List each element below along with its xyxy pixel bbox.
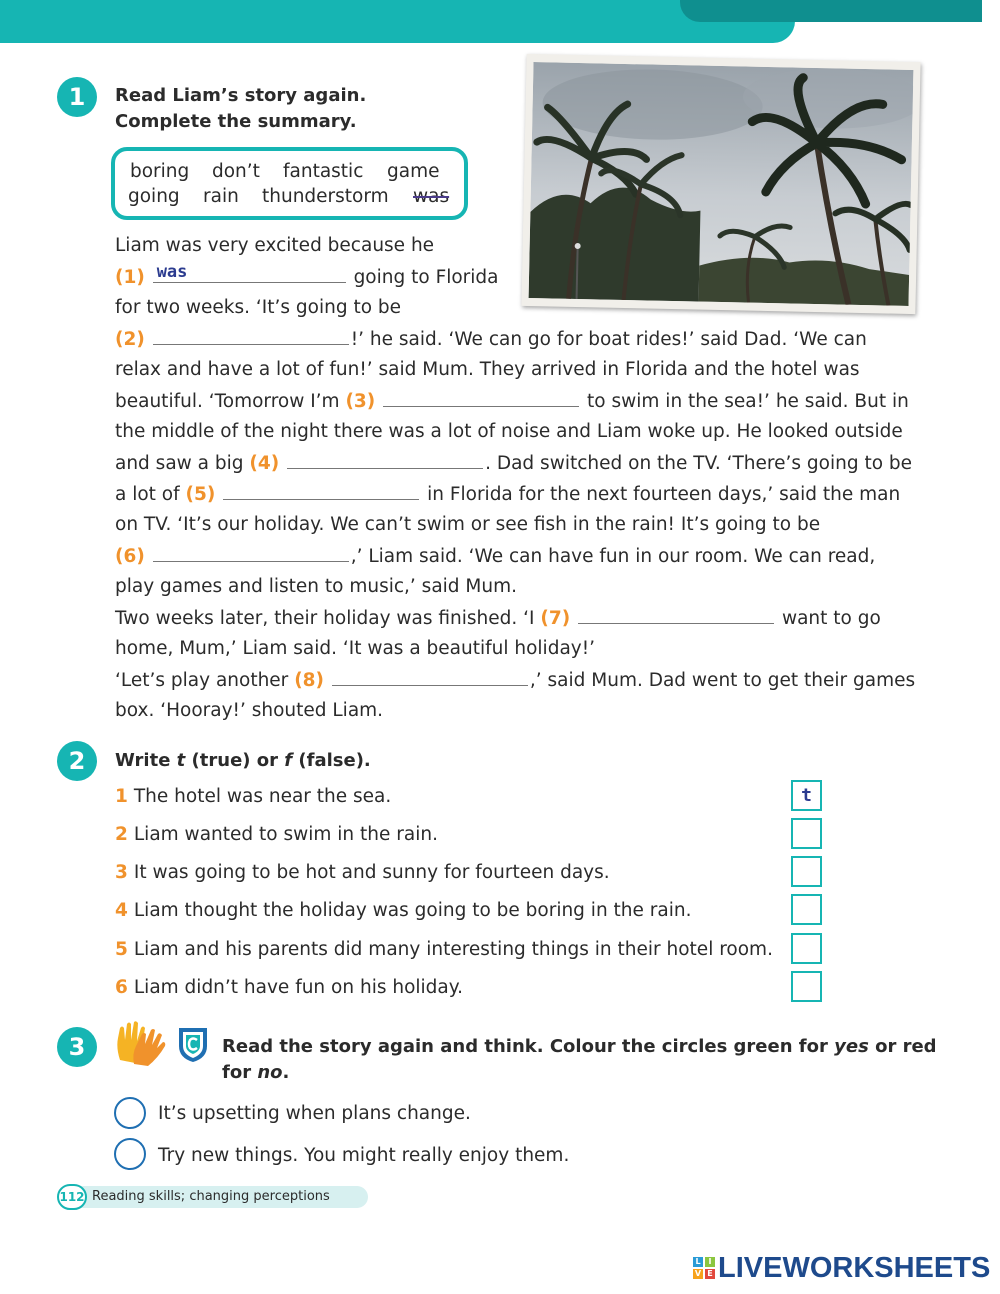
item-number: 2 bbox=[115, 824, 128, 845]
story-line bbox=[115, 606, 881, 631]
story-line bbox=[115, 482, 900, 507]
word-bank-word: thunderstorm bbox=[262, 186, 389, 207]
gap-2-input[interactable] bbox=[153, 327, 349, 345]
story-line bbox=[115, 389, 909, 414]
gap-7-input[interactable] bbox=[578, 606, 774, 624]
heading-text: yes bbox=[834, 1036, 869, 1057]
tf-answer-box-1[interactable]: t bbox=[791, 780, 822, 811]
story-line bbox=[115, 544, 875, 569]
heading-text: for bbox=[222, 1062, 258, 1083]
story-line: home, Mum,’ Liam said. ‘It was a beautiful holiday!’ bbox=[115, 638, 596, 659]
story-text: a lot of bbox=[115, 484, 186, 505]
word-bank-word: game bbox=[387, 161, 440, 182]
exercise-3-heading-line2 bbox=[222, 1059, 289, 1086]
exercise-3-heading-line1 bbox=[222, 1033, 937, 1060]
hands-icon bbox=[112, 1020, 168, 1070]
story-line: on TV. ‘It’s our holiday. We can’t swim or see fish in the rain! It’s going to be bbox=[115, 514, 821, 535]
page-number: 112 bbox=[57, 1184, 87, 1210]
story-line bbox=[115, 668, 915, 693]
gap-number: (5) bbox=[185, 484, 216, 505]
exercise-1-heading-line2: Complete the summary. bbox=[115, 111, 357, 132]
tf-answer-box-5[interactable] bbox=[791, 933, 822, 964]
story-text: to swim in the sea!’ he said. But in bbox=[581, 391, 909, 412]
statement-1: It’s upsetting when plans change. bbox=[158, 1103, 471, 1124]
tf-item bbox=[115, 938, 773, 962]
item-number: 3 bbox=[115, 862, 128, 883]
exercise-3-number: 3 bbox=[57, 1027, 97, 1067]
heading-text: no bbox=[257, 1062, 283, 1083]
item-text: It was going to be hot and sunny for fourteen days. bbox=[133, 862, 610, 883]
mark-letter: E bbox=[705, 1269, 715, 1279]
mark-letter: V bbox=[694, 1269, 702, 1278]
story-line bbox=[115, 451, 912, 476]
heading-text: t bbox=[176, 750, 186, 771]
story-line: the middle of the night there was a lot of noise and Liam woke up. He looked outside bbox=[115, 421, 903, 442]
tf-answer-box-2[interactable] bbox=[791, 818, 822, 849]
liveworksheets-logo-text: LIVEWORKSHEETS bbox=[718, 1251, 991, 1284]
heading-text: . bbox=[282, 1062, 290, 1083]
footer-text: Reading skills; changing perceptions bbox=[92, 1189, 330, 1204]
gap-4-input[interactable] bbox=[287, 451, 483, 469]
gap-number: (2) bbox=[115, 329, 145, 350]
story-line: box. ‘Hooray!’ shouted Liam. bbox=[115, 700, 384, 721]
tf-item bbox=[115, 823, 438, 847]
story-text: beautiful. ‘Tomorrow I’m bbox=[115, 391, 346, 412]
word-bank-word: going bbox=[128, 186, 180, 207]
shield-icon bbox=[175, 1024, 211, 1064]
storm-photo-image bbox=[529, 62, 914, 306]
storm-palm-trees-photo bbox=[521, 54, 920, 314]
mark-letter: L bbox=[693, 1257, 703, 1267]
heading-text: (false). bbox=[292, 750, 371, 771]
liveworksheets-mark-icon bbox=[693, 1257, 715, 1279]
word-bank-word-crossed: was bbox=[413, 186, 450, 207]
gap-3-input[interactable] bbox=[383, 389, 579, 407]
story-text: . Dad switched on the TV. ‘There’s going to be bbox=[485, 453, 913, 474]
word-bank bbox=[111, 147, 468, 220]
story-text: and saw a big bbox=[115, 453, 250, 474]
gap-6-input[interactable] bbox=[153, 544, 349, 562]
exercise-1-heading-line1: Read Liam’s story again. bbox=[115, 85, 367, 106]
gap-number: (3) bbox=[345, 391, 376, 412]
item-text: The hotel was near the sea. bbox=[133, 786, 392, 807]
heading-text: (true) or bbox=[185, 750, 285, 771]
colour-circle-2[interactable] bbox=[114, 1138, 146, 1170]
story-text: ,’ Liam said. ‘We can have fun in our room. We can read, bbox=[350, 546, 876, 567]
item-text: Liam didn’t have fun on his holiday. bbox=[133, 977, 463, 998]
gap-number: (7) bbox=[540, 608, 571, 629]
gap-5-input[interactable] bbox=[223, 482, 419, 500]
exercise-2-number: 2 bbox=[57, 741, 97, 781]
tf-answer-box-3[interactable] bbox=[791, 856, 822, 887]
item-text: Liam thought the holiday was going to be boring in the rain. bbox=[133, 900, 692, 921]
heading-text: or red bbox=[868, 1036, 937, 1057]
heading-text: f bbox=[284, 750, 293, 771]
item-number: 5 bbox=[115, 939, 128, 960]
story-text: in Florida for the next fourteen days,’ said the man bbox=[421, 484, 901, 505]
story-text: ,’ said Mum. Dad went to get their games bbox=[529, 670, 916, 691]
story-line: play games and listen to music,’ said Mum. bbox=[115, 576, 518, 597]
gap-8-input[interactable] bbox=[332, 668, 528, 686]
exercise-2-heading bbox=[115, 747, 371, 774]
item-number: 4 bbox=[115, 900, 128, 921]
item-number: 6 bbox=[115, 977, 128, 998]
story-line: Liam was very excited because he bbox=[115, 235, 435, 256]
story-line bbox=[115, 327, 867, 352]
header-band bbox=[0, 0, 795, 43]
tf-item bbox=[115, 861, 610, 885]
word-bank-word: boring bbox=[130, 161, 190, 182]
gap-number: (6) bbox=[115, 546, 145, 567]
tf-answer-box-6[interactable] bbox=[791, 971, 822, 1002]
statement-2: Try new things. You might really enjoy them. bbox=[158, 1145, 570, 1166]
gap-number: (1) bbox=[115, 267, 145, 288]
story-text: ‘Let’s play another bbox=[115, 670, 295, 691]
exercise-1-number: 1 bbox=[57, 77, 97, 117]
word-bank-word: don’t bbox=[212, 161, 260, 182]
item-text: Liam and his parents did many interesting things in their hotel room. bbox=[133, 939, 773, 960]
story-text: !’ he said. ‘We can go for boat rides!’ said Dad. ‘We can bbox=[350, 329, 867, 350]
word-bank-word: fantastic bbox=[283, 161, 364, 182]
tf-item bbox=[115, 976, 463, 1000]
tf-item bbox=[115, 899, 692, 923]
tf-answer-box-4[interactable] bbox=[791, 894, 822, 925]
word-bank-word: rain bbox=[203, 186, 239, 207]
header-band-accent bbox=[680, 0, 982, 22]
gap-1-answer: was bbox=[156, 262, 188, 282]
story-text: want to go bbox=[776, 608, 881, 629]
tf-item bbox=[115, 785, 391, 809]
gap-number: (4) bbox=[249, 453, 280, 474]
gap-1-input[interactable] bbox=[153, 262, 346, 283]
item-number: 1 bbox=[115, 786, 128, 807]
heading-text: Read the story again and think. Colour the circles green for bbox=[222, 1036, 835, 1057]
story-line: for two weeks. ‘It’s going to be bbox=[115, 297, 402, 318]
colour-circle-1[interactable] bbox=[114, 1097, 146, 1129]
liveworksheets-logo[interactable] bbox=[693, 1253, 990, 1283]
story-text: going to Florida bbox=[347, 267, 499, 288]
story-line: relax and have a lot of fun!’ said Mum. They arrived in Florida and the hotel was bbox=[115, 359, 860, 380]
heading-text: Write bbox=[115, 750, 177, 771]
gap-number: (8) bbox=[294, 670, 324, 691]
mark-letter: I bbox=[705, 1257, 715, 1267]
item-text: Liam wanted to swim in the rain. bbox=[133, 824, 438, 845]
story-text: Two weeks later, their holiday was finished. ‘I bbox=[115, 608, 541, 629]
story-line bbox=[115, 262, 499, 290]
